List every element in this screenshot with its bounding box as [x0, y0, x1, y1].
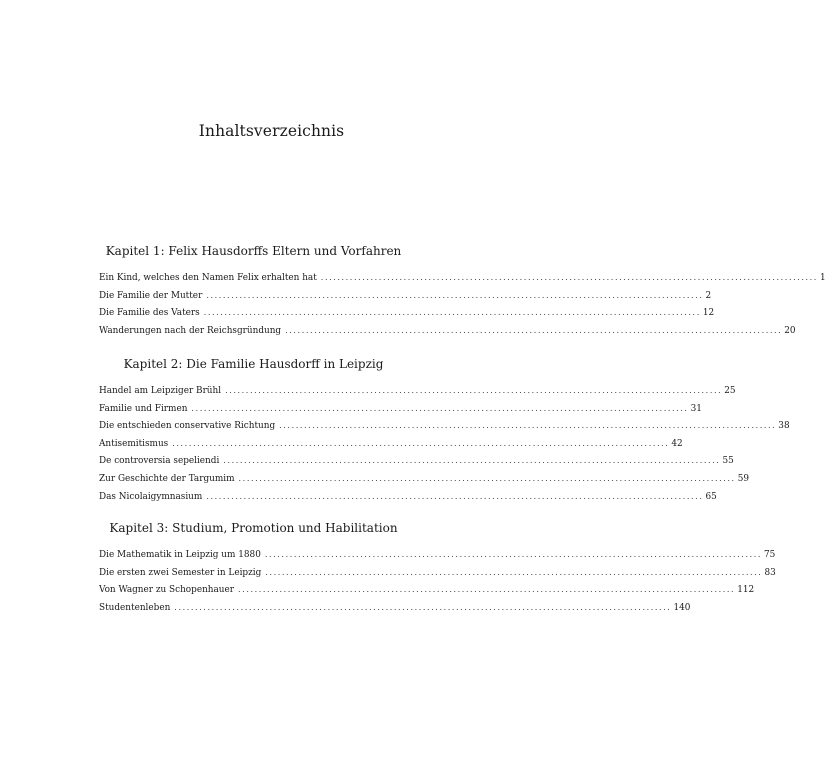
toc-entry-title: Studentenleben: [99, 602, 171, 613]
chapter-heading: Kapitel 1: Felix Hausdorffs Eltern und Vorfahren: [105, 244, 402, 258]
toc-entry-title: Antisemitismus: [99, 438, 169, 449]
toc-entry[interactable]: [99, 400, 702, 418]
toc-entry-page: 31: [690, 403, 702, 414]
toc-entry-title: Die Mathematik in Leipzig um 1880: [99, 550, 261, 560]
toc-entry-page: 2: [705, 290, 712, 301]
toc-entry-title: Die Familie der Mutter: [99, 290, 203, 301]
toc-leader-dots: ........................................................................................................................: [279, 421, 777, 431]
toc-leader-dots: ........................................................................................................................: [225, 386, 723, 395]
chapter-heading: Kapitel 3: Studium, Promotion und Habilitation: [109, 521, 398, 535]
toc-leader-dots: ........................................................................................................................: [285, 325, 783, 335]
chapter-1: [99, 242, 826, 339]
toc-leader-dots: ........................................................................................................................: [238, 473, 736, 483]
toc-entry-title: Die entschieden conservative Richtung: [99, 421, 276, 432]
toc-entry[interactable]: [99, 546, 776, 564]
toc-entry-page: 83: [764, 567, 776, 578]
toc-entry-page: 25: [724, 386, 736, 396]
toc-entry-title: Zur Geschichte der Targumim: [99, 473, 235, 484]
toc-entry-title: Von Wagner zu Schopenhauer: [99, 585, 235, 596]
toc-leader-dots: ........................................................................................................................: [320, 273, 818, 282]
toc-leader-dots: ........................................................................................................................: [264, 550, 763, 559]
chapter-3: [99, 519, 776, 616]
chapter-heading: Kapitel 2: Die Familie Hausdorff in Leipzig: [123, 357, 384, 371]
toc-entry-title: Familie und Firmen: [99, 403, 188, 414]
toc-leader-dots: ........................................................................................................................: [206, 491, 704, 501]
toc-entry-page: 42: [671, 438, 683, 449]
toc-entry-title: De controversia sepeliendi: [99, 456, 220, 467]
toc-entry[interactable]: [99, 287, 712, 305]
toc-entry-page: 20: [784, 325, 796, 336]
toc-entry-page: 12: [702, 308, 715, 319]
toc-leader-dots: ........................................................................................................................: [174, 602, 672, 612]
toc-entry-page: 38: [778, 421, 790, 432]
toc-leader-dots: ........................................................................................................................: [203, 308, 701, 318]
toc-entry-page: 75: [764, 550, 776, 560]
toc-entry-title: Handel am Leipziger Brühl: [99, 386, 222, 396]
toc-entry[interactable]: [99, 599, 691, 617]
toc-entry[interactable]: [99, 382, 736, 400]
toc-leader-dots: ........................................................................................................................: [238, 585, 736, 595]
toc-entry-title: Wanderungen nach der Reichsgründung: [99, 325, 282, 336]
toc-entry[interactable]: [99, 269, 826, 287]
toc-entry-title: Das Nicolaigymnasium: [99, 491, 203, 502]
toc-entry[interactable]: [99, 322, 796, 340]
toc-entry[interactable]: [99, 304, 715, 322]
toc-leader-dots: ........................................................................................................................: [206, 290, 704, 300]
page-title: Inhaltsverzeichnis: [198, 122, 345, 140]
toc-entry-title: Die Familie des Vaters: [99, 308, 200, 319]
toc-entry[interactable]: [99, 564, 776, 582]
toc-entry-page: 112: [737, 585, 755, 596]
toc-leader-dots: ........................................................................................................................: [223, 456, 721, 466]
toc-entry[interactable]: [99, 435, 683, 453]
chapter-2: [99, 355, 790, 505]
toc-leader-dots: ........................................................................................................................: [191, 403, 689, 413]
toc-entry-page: 55: [722, 456, 734, 467]
toc-entry-title: Ein Kind, welches den Namen Felix erhalten hat: [99, 273, 317, 283]
toc-leader-dots: ........................................................................................................................: [172, 438, 670, 448]
toc-entry-page: 1: [819, 273, 826, 283]
toc-entry-title: Die ersten zwei Semester in Leipzig: [99, 567, 262, 578]
toc-entry-page: 59: [737, 473, 749, 484]
toc-entry[interactable]: [99, 488, 717, 506]
toc-entry[interactable]: [99, 470, 749, 488]
toc-entry-page: 65: [705, 491, 717, 502]
toc-entry[interactable]: [99, 581, 755, 599]
toc-leader-dots: ........................................................................................................................: [265, 567, 763, 577]
toc-entry-page: 140: [673, 602, 691, 613]
toc-entry[interactable]: [99, 417, 790, 435]
toc-entry[interactable]: [99, 452, 734, 470]
